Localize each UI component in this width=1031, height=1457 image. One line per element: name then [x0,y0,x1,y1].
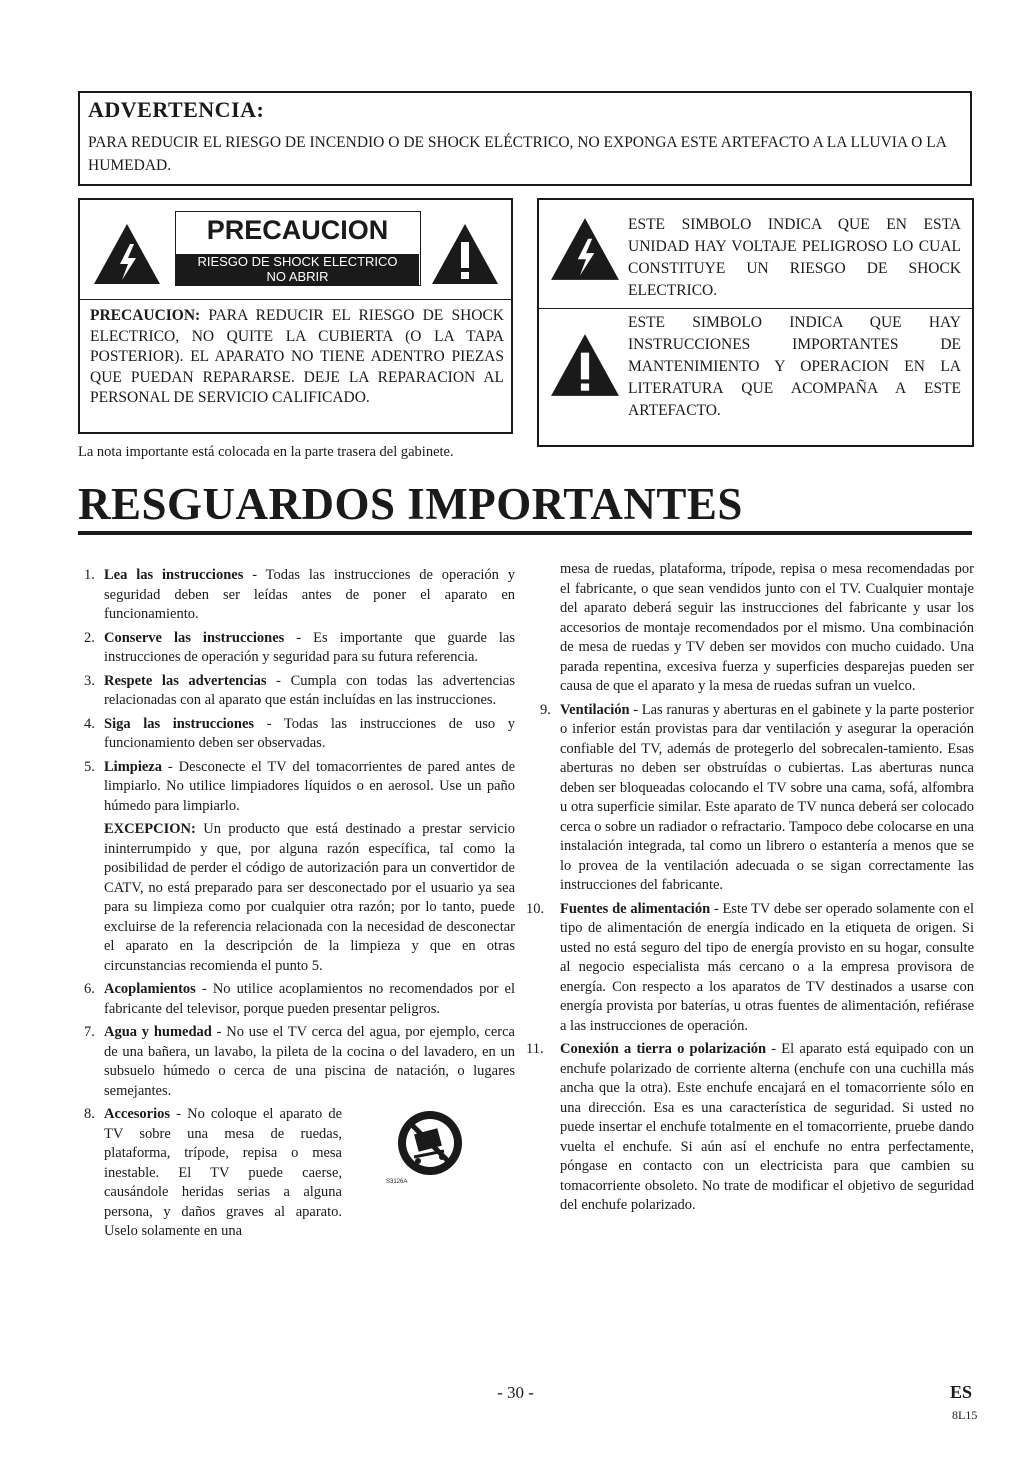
right-column [526,560,975,1220]
precaution-label [175,211,421,286]
title-rule [78,531,972,535]
list-item: 10. Fuentes de alimentación - Este TV debe ser operado solamente con el tipo de alimentación de energía indicado en la etiqueta de origen. Si usted no está seguro del tipo de energía provisto en su hogar, consulte al negocio especialista más cercano o a la empresa provisora de energía. Con respecto a los aparatos de TV destinados a usarse con energía provista por baterías, u otras fuentes de alimentación, refiérase a las instrucciones de operación. [526,900,975,1034]
exclamation-warning-icon [430,222,500,286]
precaution-band-line2: NO ABRIR [266,269,329,284]
list-item: 7. Agua y humedad - No use el TV cerca del agua, por ejemplo, cerca de una bañera, un lavabo, la pileta de la cocina o del lavadero, en un subsuelo húmedo o cerca de una piscina de natación, o lugares semejantes. [84,1024,515,1099]
precaution-text [90,306,504,409]
warning-title: ADVERTENCIA: [88,97,265,122]
list-item: 4. Siga las instrucciones - Todas las instrucciones de uso y funcionamiento deben ser observadas. [84,715,516,751]
exception-paragraph: EXCEPCION: Un producto que está destinado a prestar servicio ininterrumpido y que, por alguna razón específica, tal como la posibilidad de perder el código de autorización para un convertidor de CATV, no está preparado para ser desconectado por el usuario ya sea para su limpieza como por cualquier otra razón; por lo tanto, puede excluirse de la referencia relacionada con la necesidad de desconectar el aparato en la descripción de la limpieza y que en otras circunstancias recomienda el punto 5. [104,821,515,974]
warning-text: PARA REDUCIR EL RIESGO DE INCENDIO O DE SHOCK ELÉCTRICO, NO EXPONGA ESTE ARTEFACTO A LA LLUVIA O LA HUMEDAD. [88,134,947,174]
precaution-text-lead: PRECAUCION: [90,307,201,324]
item8-continued: mesa de ruedas, plataforma, trípode, repisa o mesa recomendadas por el fabricante, o que sean vendidos junto con el TV. Cualquier montaje del aparato deberá seguir las instrucciones del fabricante y usar los accesorios de montaje recomendados por el mismo. Una combinación de mesa de ruedas y TV deben ser movidos con mucho cuidado. Una parada repentina, excesiva fuerza y superficies desparejas pueden ser causa de que el aparato y la mesa de ruedas sufran un vuelco. [560,561,974,694]
list-item: 11. Conexión a tierra o polarización - El aparato está equipado con un enchufe polarizado de corriente alterna (enchufe con una cuchilla más ancha que la otra). Este enchufe encajará en el tomacorriente sólo en una dirección. Esa es una característica de seguridad. Si usted no puede insertar el enchufe totalmente en el tomacorriente, pruebe dando vuelta el enchufe. Si aún así el enchufe no entra perfectamente, póngase en contacto con un electricista para que cambien su tomacorriente obsoleto. No trate de modificar el objetivo de seguridad del enchufe polarizado. [526,1041,974,1213]
page-title: RESGUARDOS IMPORTANTES [78,479,743,529]
precaution-label-title: PRECAUCION [206,215,389,245]
page-number: - 30 - [497,1383,534,1402]
list-item: 8. Accesorios - No coloque el aparato de TV sobre una mesa de ruedas, plataforma, trípode, repisa o mesa inestable. El TV puede caerse, causándole heridas serias a alguna persona, y daños graves al aparato. Uselo solamente en una [84,1106,342,1239]
cart-warning-icon [384,1107,464,1185]
cart-icon-code: S3126A [386,1179,408,1185]
precaution-text-body: PARA REDUCIR EL RIESGO DE SHOCK ELECTRICO, NO QUITE LA CUBIERTA (O LA TAPA POSTERIOR). EL APARATO NO TIENE ADENTRO PIEZAS QUE PUEDAN REPARARSE. DEJE LA REPARACION AL PERSONAL DE SERVICIO CALIFICADO. [90,307,504,406]
symbol-lightning-text: ESTE SIMBOLO INDICA QUE EN ESTA UNIDAD HAY VOLTAJE PELIGROSO LO CUAL CONSTITUYE UN RIESGO DE SHOCK ELECTRICO. [628,216,961,299]
warning-box [78,91,972,186]
symbols-box [537,198,974,447]
lightning-warning-icon [549,216,621,282]
cabinet-note: La nota importante está colocada en la parte trasera del gabinete. [78,444,454,460]
precaution-band-line1: RIESGO DE SHOCK ELECTRICO [197,254,398,269]
model-code: 8L15 [952,1408,978,1422]
left-column [84,566,515,1246]
list-item: 1. Lea las instrucciones - Todas las instrucciones de operación y seguridad deben ser leídas antes de poner el aparato en funcionamiento. [84,567,515,622]
precaution-label-band [176,254,419,285]
accessories-block [84,1105,515,1242]
symbols-divider [539,308,972,309]
list-item: 9. Ventilación - Las ranuras y aberturas en el gabinete y la parte posterior o inferior están provistas para dar ventilación y asegurar la operación confiable del TV, además de protegerlo del sobrecalen-tamiento. Esas aberturas no deben ser obstruídas o cubiertas. Las aberturas nunca deben ser bloqueadas colocando el TV sobre una cama, sofá, alfombra u otra superficie similar. Este aparato de TV nunca deberá ser colocado cerca o sobre un radiador o refractario. Tampoco debe colocarse en una instalación integrada, tal como un librero o estantería a menos que se lo provea de la ventilación adecuada o se sigan correctamente las instrucciones del fabricante. [540,701,974,893]
list-item: 2. Conserve las instrucciones - Es importante que guarde las instrucciones de operación y seguridad para su futura referencia. [84,629,516,665]
list-item: 3. Respete las advertencias - Cumpla con todas las advertencias relacionadas con al aparato que están incluídas en las instrucciones. [84,672,515,708]
language-code: ES [950,1382,973,1402]
precaution-box [78,198,513,434]
precaution-divider [80,299,511,300]
lightning-warning-icon [92,222,162,286]
symbol-exclamation-text: ESTE SIMBOLO INDICA QUE HAY INSTRUCCIONES IMPORTANTES DE MANTENIMIENTO Y OPERACION EN LA LITERATURA QUE ACOMPAÑA A ESTE ARTEFACTO. [628,314,961,419]
exclamation-warning-icon [549,332,621,398]
list-item: 6. Acoplamientos - No utilice acoplamientos no recomendados por el fabricante del televisor, porque pueden presentar peligros. [84,981,515,1017]
list-item: 5. Limpieza - Desconecte el TV del tomacorrientes de pared antes de limpiarlo. No utilice limpiadores líquidos o en aerosol. Use un paño húmedo para limpiarlo. [84,758,515,814]
